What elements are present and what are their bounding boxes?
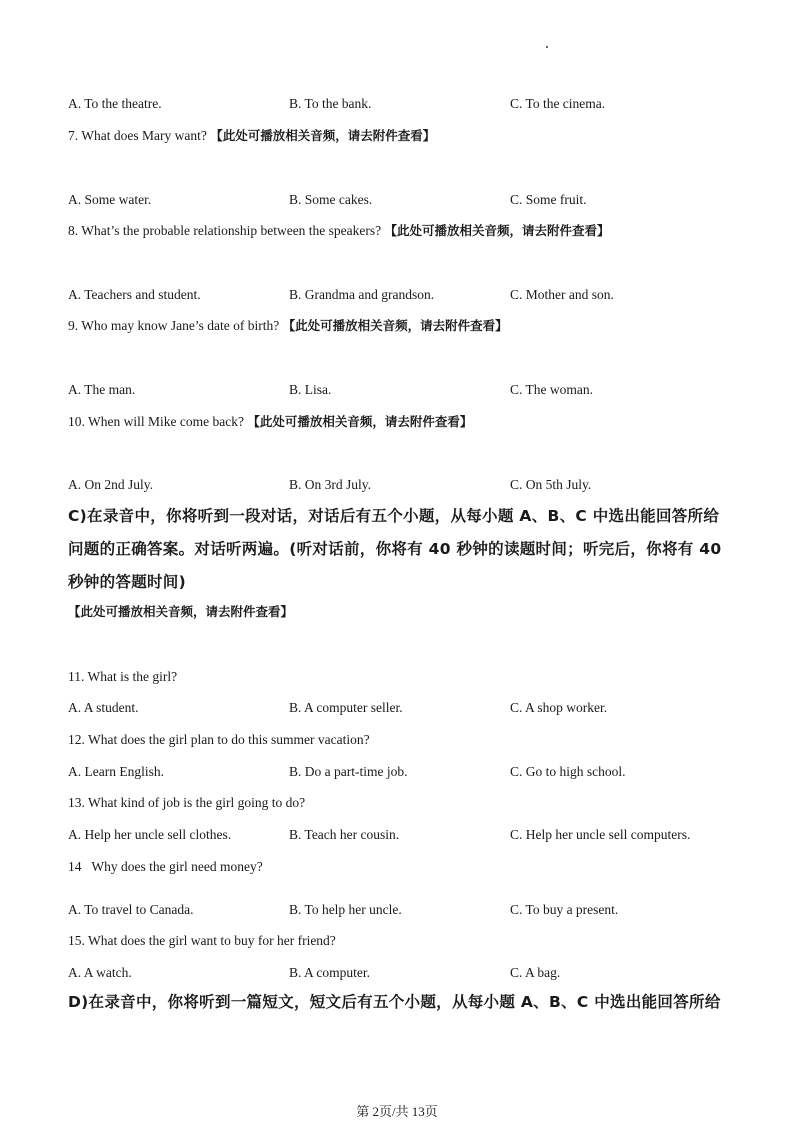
q7-audio-note[interactable]: 【此处可播放相关音频，请去附件查看】: [210, 128, 436, 143]
q11-option-b: B. A computer seller.: [289, 700, 403, 715]
section-c-instruction-line-2: 问题的正确答案。对话听两遍。(听对话前，你将有 40 秒钟的读题时间；听完后，你将有 40: [68, 540, 722, 558]
q13-option-a: A. Help her uncle sell clothes.: [68, 827, 232, 842]
q10-option-a: A. On 2nd July.: [68, 477, 154, 492]
q13-option-b: B. Teach her cousin.: [289, 827, 400, 842]
q11-option-a: A. A student.: [68, 700, 139, 715]
q10-question-line: [68, 413, 472, 431]
q8-option-c: C. Mother and son.: [510, 287, 614, 302]
q13-question: 13. What kind of job is the girl going to do?: [68, 795, 306, 810]
q14-option-c: C. To buy a present.: [510, 902, 619, 917]
q14-option-b: B. To help her uncle.: [289, 902, 402, 917]
q11-question: 11. What is the girl?: [68, 669, 178, 684]
section-c-audio-note[interactable]: 【此处可播放相关音频，请去附件查看】: [68, 604, 294, 619]
q9-option-b: B. Lisa.: [289, 382, 332, 397]
q10-option-c: C. On 5th July.: [510, 477, 592, 492]
q8-question-line: [68, 222, 610, 240]
scan-speck: [546, 46, 548, 48]
q12-question: 12. What does the girl plan to do this summer vacation?: [68, 732, 370, 747]
q7-question-line: [68, 127, 435, 145]
q9-question: 9. Who may know Jane’s date of birth?: [68, 318, 280, 333]
q14-question: 14 Why does the girl need money?: [68, 859, 263, 874]
q14-option-a: A. To travel to Canada.: [68, 902, 194, 917]
section-d-instruction-line-1: D)在录音中，你将听到一篇短文，短文后有五个小题，从每小题 A、B、C 中选出能回答所给: [68, 993, 721, 1011]
q12-option-c: C. Go to high school.: [510, 764, 626, 779]
q6-option-a: A. To the theatre.: [68, 96, 162, 111]
q9-question-line: [68, 317, 508, 335]
q10-audio-note[interactable]: 【此处可播放相关音频，请去附件查看】: [247, 414, 473, 429]
q15-option-b: B. A computer.: [289, 965, 370, 980]
q15-option-c: C. A bag.: [510, 965, 561, 980]
q6-option-c: C. To the cinema.: [510, 96, 606, 111]
q9-audio-note[interactable]: 【此处可播放相关音频，请去附件查看】: [282, 318, 508, 333]
q7-option-b: B. Some cakes.: [289, 192, 373, 207]
q8-audio-note[interactable]: 【此处可播放相关音频，请去附件查看】: [384, 223, 610, 238]
q7-option-c: C. Some fruit.: [510, 192, 587, 207]
q15-option-a: A. A watch.: [68, 965, 132, 980]
q9-option-a: A. The man.: [68, 382, 136, 397]
q13-option-c: C. Help her uncle sell computers.: [510, 827, 691, 842]
q7-question: 7. What does Mary want?: [68, 128, 207, 143]
q12-option-a: A. Learn English.: [68, 764, 164, 779]
page-footer: 第 2页/共 13页: [356, 1104, 438, 1119]
q8-option-b: B. Grandma and grandson.: [289, 287, 435, 302]
q12-option-b: B. Do a part-time job.: [289, 764, 408, 779]
q15-question: 15. What does the girl want to buy for her friend?: [68, 933, 336, 948]
q9-option-c: C. The woman.: [510, 382, 593, 397]
q11-option-c: C. A shop worker.: [510, 700, 608, 715]
q10-option-b: B. On 3rd July.: [289, 477, 372, 492]
q6-option-b: B. To the bank.: [289, 96, 372, 111]
q8-option-a: A. Teachers and student.: [68, 287, 201, 302]
q10-question: 10. When will Mike come back?: [68, 414, 244, 429]
q8-question: 8. What’s the probable relationship between the speakers?: [68, 223, 382, 238]
section-c-instruction-line-1: C)在录音中，你将听到一段对话，对话后有五个小题，从每小题 A、B、C 中选出能回答所给: [68, 507, 720, 525]
q7-option-a: A. Some water.: [68, 192, 152, 207]
section-c-instruction-line-3: 秒钟的答题时间): [68, 573, 186, 591]
